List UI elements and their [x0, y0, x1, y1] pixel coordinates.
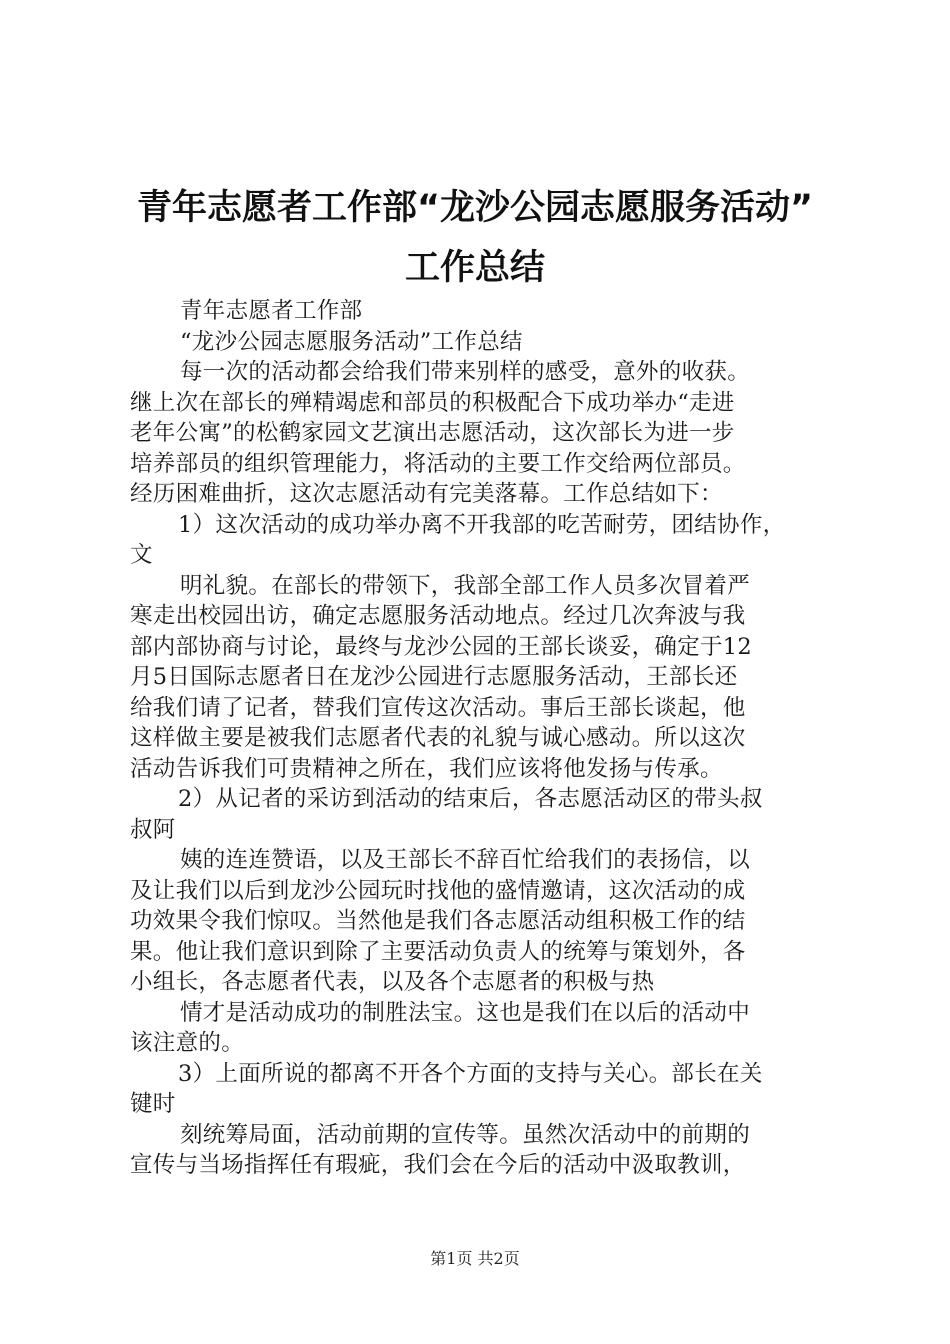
- text-line: 每一次的活动都会给我们带来别样的感受，意外的收获。: [180, 359, 751, 385]
- text-line: 及让我们以后到龙沙公园玩时找他的盛情邀请，这次活动的成: [130, 877, 746, 904]
- text-line: 老年公寓”的松鹤家园文艺演出志愿活动，这次部长为进一步: [130, 420, 735, 446]
- document-title-line-2: 工作总结: [404, 248, 545, 288]
- text-line: 活动告诉我们可贵精神之所在，我们应该将他发扬与传承。: [130, 755, 723, 782]
- text-line: 文: [130, 542, 153, 568]
- text-line: 明礼貌。在部长的带领下，我部全部工作人员多次冒着严: [180, 572, 751, 599]
- text-line: 果。他让我们意识到除了主要活动负责人的统筹与策划外，各: [130, 938, 746, 965]
- text-line: 培养部员的组织管理能力，将活动的主要工作交给两位部员。: [130, 450, 746, 477]
- page-number-footer: 第1页 共2页: [430, 1249, 520, 1268]
- text-line: 小组长，各志愿者代表，以及各个志愿者的积极与热: [130, 969, 655, 995]
- text-line: “龙沙公园志愿服务活动”工作总结: [180, 328, 523, 355]
- text-line: 该注意的。: [130, 1030, 245, 1056]
- text-line: 经历困难曲折，这次志愿活动有完美落幕。工作总结如下：: [130, 481, 723, 507]
- text-line: 青年志愿者工作部: [180, 298, 363, 324]
- text-line: 部内部协商与讨论，最终与龙沙公园的王部长谈妥，确定于12: [130, 633, 753, 660]
- text-line: 月5日国际志愿者日在龙沙公园进行志愿服务活动，王部长还: [130, 664, 738, 690]
- text-line: 情才是活动成功的制胜法宝。这也是我们在以后的活动中: [180, 999, 751, 1026]
- text-line: 刻统筹局面，活动前期的宣传等。虽然次活动中的前期的: [180, 1121, 751, 1148]
- text-line: 宣传与当场指挥任有瑕疵，我们会在今后的活动中汲取教训，: [130, 1152, 746, 1178]
- text-line: 键时: [130, 1091, 176, 1117]
- text-line: 姨的连连赞语，以及王部长不辞百忙给我们的表扬信，以: [180, 847, 751, 873]
- text-line: 功效果令我们惊叹。当然他是我们各志愿活动组积极工作的结: [130, 908, 746, 934]
- text-line: 1）这次活动的成功举办离不开我部的吃苦耐劳，团结协作，: [178, 511, 786, 538]
- text-line: 给我们请了记者，替我们宣传这次活动。事后王部长谈起，他: [130, 694, 746, 721]
- text-line: 3）上面所说的都离不开各个方面的支持与关心。部长在关: [178, 1060, 763, 1087]
- text-line: 寒走出校园出访，确定志愿服务活动地点。经过几次奔波与我: [130, 603, 746, 629]
- document-body: [130, 296, 830, 1181]
- text-line: 这样做主要是被我们志愿者代表的礼貌与诚心感动。所以这次: [130, 725, 746, 751]
- text-line: 继上次在部长的殚精竭虑和部员的积极配合下成功举办“走进: [130, 389, 735, 416]
- text-line: 叔阿: [130, 816, 176, 843]
- text-line: 2）从记者的采访到活动的结束后，各志愿活动区的带头叔: [178, 786, 763, 812]
- document-title-line-1: 青年志愿者工作部“龙沙公园志愿服务活动”: [136, 188, 813, 228]
